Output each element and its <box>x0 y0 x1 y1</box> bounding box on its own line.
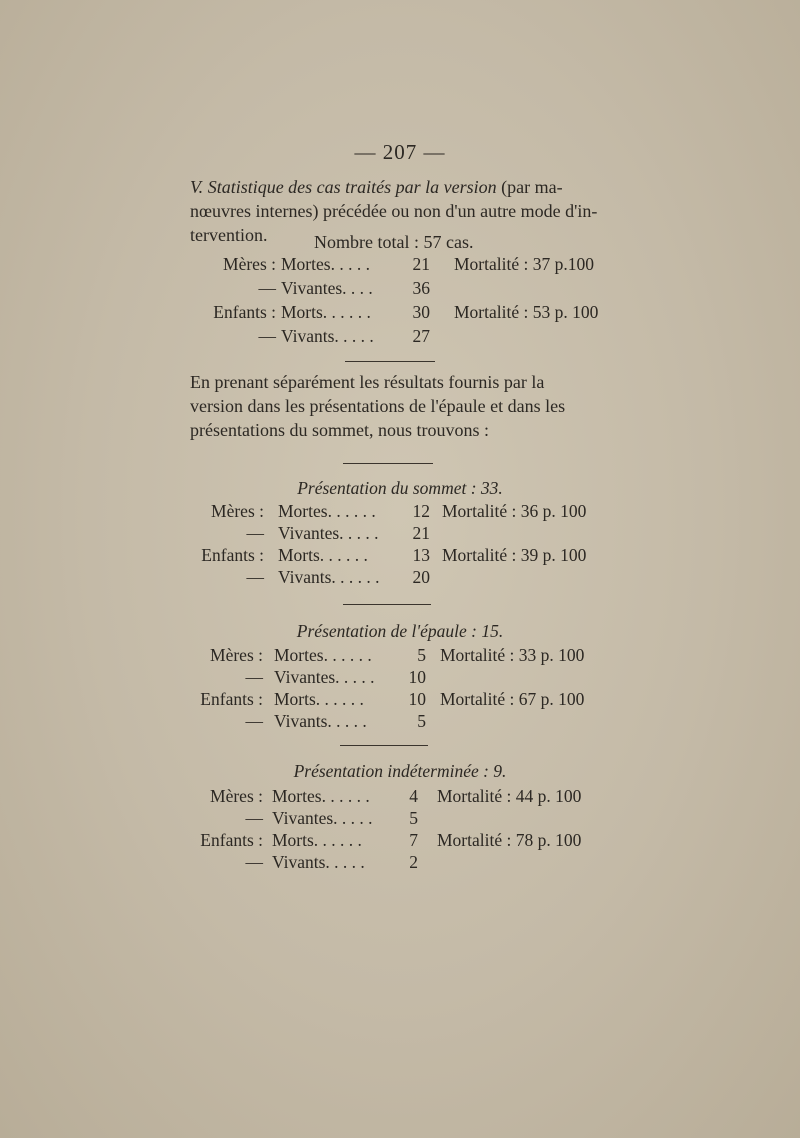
row-label: Mortes. . . . . . <box>272 786 370 806</box>
row-mortality: Mortalité : 39 p. 100 <box>442 545 587 565</box>
row-value: 2 <box>409 852 418 872</box>
row-group: — <box>246 567 264 587</box>
row-group: Enfants : <box>213 302 276 322</box>
row-group: Mères : <box>211 501 264 521</box>
intro-line-1 <box>190 175 590 199</box>
row-mortality: Mortalité : 67 p. 100 <box>440 689 585 709</box>
row-value: 20 <box>412 567 430 587</box>
total-count: Nombre total : 57 cas. <box>314 232 474 252</box>
row-label: Morts. . . . . . <box>274 689 364 709</box>
paragraph-2-line-1: En prenant séparément les résultats fournis par la <box>190 372 545 392</box>
page-number: — 207 — <box>354 140 446 164</box>
row-label: Morts. . . . . . <box>281 302 371 322</box>
row-group: — <box>245 852 263 872</box>
row-mortality: Mortalité : 33 p. 100 <box>440 645 585 665</box>
row-label: Morts. . . . . . <box>272 830 362 850</box>
stat-row <box>0 828 800 852</box>
section-heading: Présentation de l'épaule : 15. <box>296 621 504 641</box>
row-group: — <box>245 667 263 687</box>
stat-row <box>0 643 800 667</box>
stat-row <box>0 784 800 808</box>
stat-row <box>0 499 800 523</box>
row-group: Mères : <box>210 645 263 665</box>
row-label: Mortes. . . . . . <box>278 501 376 521</box>
row-value: 21 <box>412 523 430 543</box>
row-label: Vivantes. . . . <box>281 278 373 298</box>
stat-row <box>0 300 800 324</box>
row-group: — <box>245 808 263 828</box>
row-label: Vivantes. . . . . <box>274 667 375 687</box>
section-heading: Présentation du sommet : 33. <box>297 478 503 498</box>
row-value: 10 <box>408 667 426 687</box>
row-value: 5 <box>417 711 426 731</box>
row-label: Vivants. . . . . <box>274 711 367 731</box>
stat-row <box>0 709 800 733</box>
section-numeral: V. <box>190 177 204 197</box>
row-label: Vivants. . . . . <box>281 326 374 346</box>
row-group: — <box>258 326 276 346</box>
row-value: 4 <box>409 786 418 806</box>
intro-line-1-rest: (par ma- <box>496 177 563 197</box>
paragraph-2 <box>190 370 590 442</box>
row-value: 21 <box>412 254 430 274</box>
row-value: 13 <box>412 545 430 565</box>
stat-row <box>0 543 800 567</box>
row-group: — <box>246 523 264 543</box>
stat-row <box>0 665 800 689</box>
row-label: Vivants. . . . . <box>272 852 365 872</box>
row-value: 7 <box>409 830 418 850</box>
paragraph-2-line-2: version dans les présentations de l'épaule et dans les <box>190 396 566 416</box>
row-mortality: Mortalité : 36 p. 100 <box>442 501 587 521</box>
row-group: — <box>245 711 263 731</box>
row-label: Vivantes. . . . . <box>272 808 373 828</box>
row-group: — <box>258 278 276 298</box>
stat-row <box>0 276 800 300</box>
stat-row <box>0 850 800 874</box>
stat-row <box>0 324 800 348</box>
row-value: 27 <box>412 326 430 346</box>
stat-row <box>0 565 800 589</box>
row-group: Enfants : <box>200 830 263 850</box>
row-group: Enfants : <box>201 545 264 565</box>
row-label: Mortes. . . . . . <box>274 645 372 665</box>
section-heading: Présentation indéterminée : 9. <box>293 761 507 781</box>
row-label: Mortes. . . . . <box>281 254 370 274</box>
row-value: 30 <box>412 302 430 322</box>
row-value: 12 <box>412 501 430 521</box>
row-label: Vivantes. . . . . <box>278 523 379 543</box>
divider <box>343 463 433 464</box>
stat-row <box>0 687 800 711</box>
section-title: Statistique des cas traités par la version <box>207 177 497 197</box>
divider <box>345 361 435 362</box>
intro-line-2: nœuvres internes) précédée ou non d'un autre mode d'in- <box>190 201 598 221</box>
row-value: 5 <box>409 808 418 828</box>
intro-line-3: tervention. <box>190 225 268 245</box>
row-value: 10 <box>408 689 426 709</box>
row-group: Enfants : <box>200 689 263 709</box>
divider <box>340 745 428 746</box>
row-value: 36 <box>412 278 430 298</box>
row-label: Vivants. . . . . . <box>278 567 380 587</box>
row-group: Mères : <box>223 254 276 274</box>
paragraph-2-line-3: présentations du sommet, nous trouvons : <box>190 420 489 440</box>
divider <box>343 604 431 605</box>
row-value: 5 <box>417 645 426 665</box>
stat-row <box>0 252 800 276</box>
stat-row <box>0 806 800 830</box>
row-group: Mères : <box>210 786 263 806</box>
row-mortality: Mortalité : 37 p.100 <box>454 254 594 274</box>
row-mortality: Mortalité : 44 p. 100 <box>437 786 582 806</box>
row-label: Morts. . . . . . <box>278 545 368 565</box>
row-mortality: Mortalité : 78 p. 100 <box>437 830 582 850</box>
row-mortality: Mortalité : 53 p. 100 <box>454 302 599 322</box>
stat-row <box>0 521 800 545</box>
